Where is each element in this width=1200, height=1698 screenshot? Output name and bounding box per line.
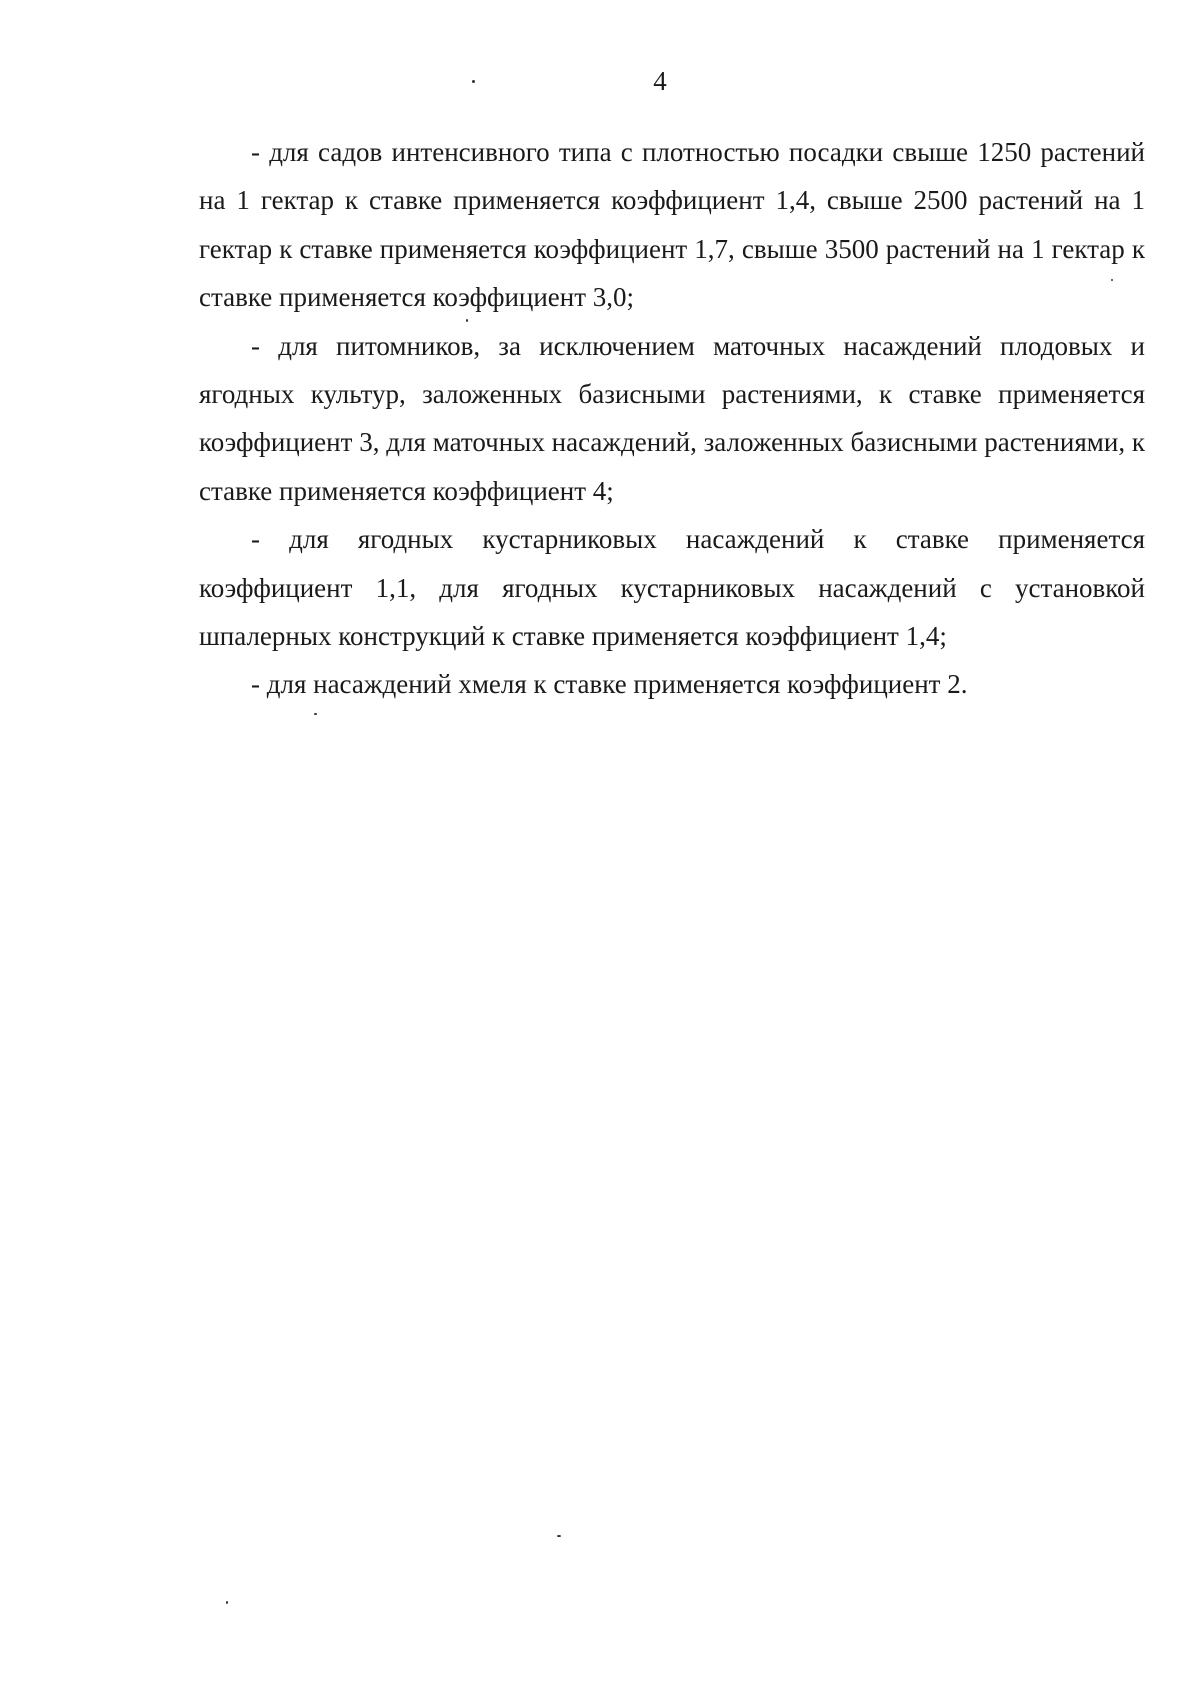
scan-speck [557, 1535, 561, 1537]
scan-speck [314, 713, 317, 715]
paragraph-berry-shrubs: - для ягодных кустарниковых насаждений к ставке применяется коэффициент 1,1, для ягодных кустарниковых насаждений с установкой шпалерных конструкций к ставке применяется коэффициент 1,4; [199, 524, 1145, 652]
paragraph-gardens: - для садов интенсивного типа с плотностью посадки свыше 1250 растений на 1 гектар к ставке применяется коэффициент 1,4, свыше 2500 растений на 1 гектар к ставке применяется коэффициент 1,7, свыше 3500 растений на 1 гектар к ставке применяется коэффициент 3,0; [199, 137, 1145, 313]
document-body [199, 128, 1145, 709]
paragraph-hops: - для насаждений хмеля к ставке применяется коэффициент 2. [251, 669, 968, 700]
scan-speck [472, 80, 475, 83]
paragraph-nurseries: - для питомников, за исключением маточных насаждений плодовых и ягодных культур, заложенных базисными растениями, к ставке применяется коэффициент 3, для маточных насаждений, заложенных базисными растениями, к ставке применяется коэффициент 4; [199, 330, 1145, 506]
scan-speck [466, 319, 468, 322]
page-number: 4 [653, 66, 667, 96]
scan-speck [226, 1601, 228, 1604]
scan-speck [1111, 279, 1113, 281]
